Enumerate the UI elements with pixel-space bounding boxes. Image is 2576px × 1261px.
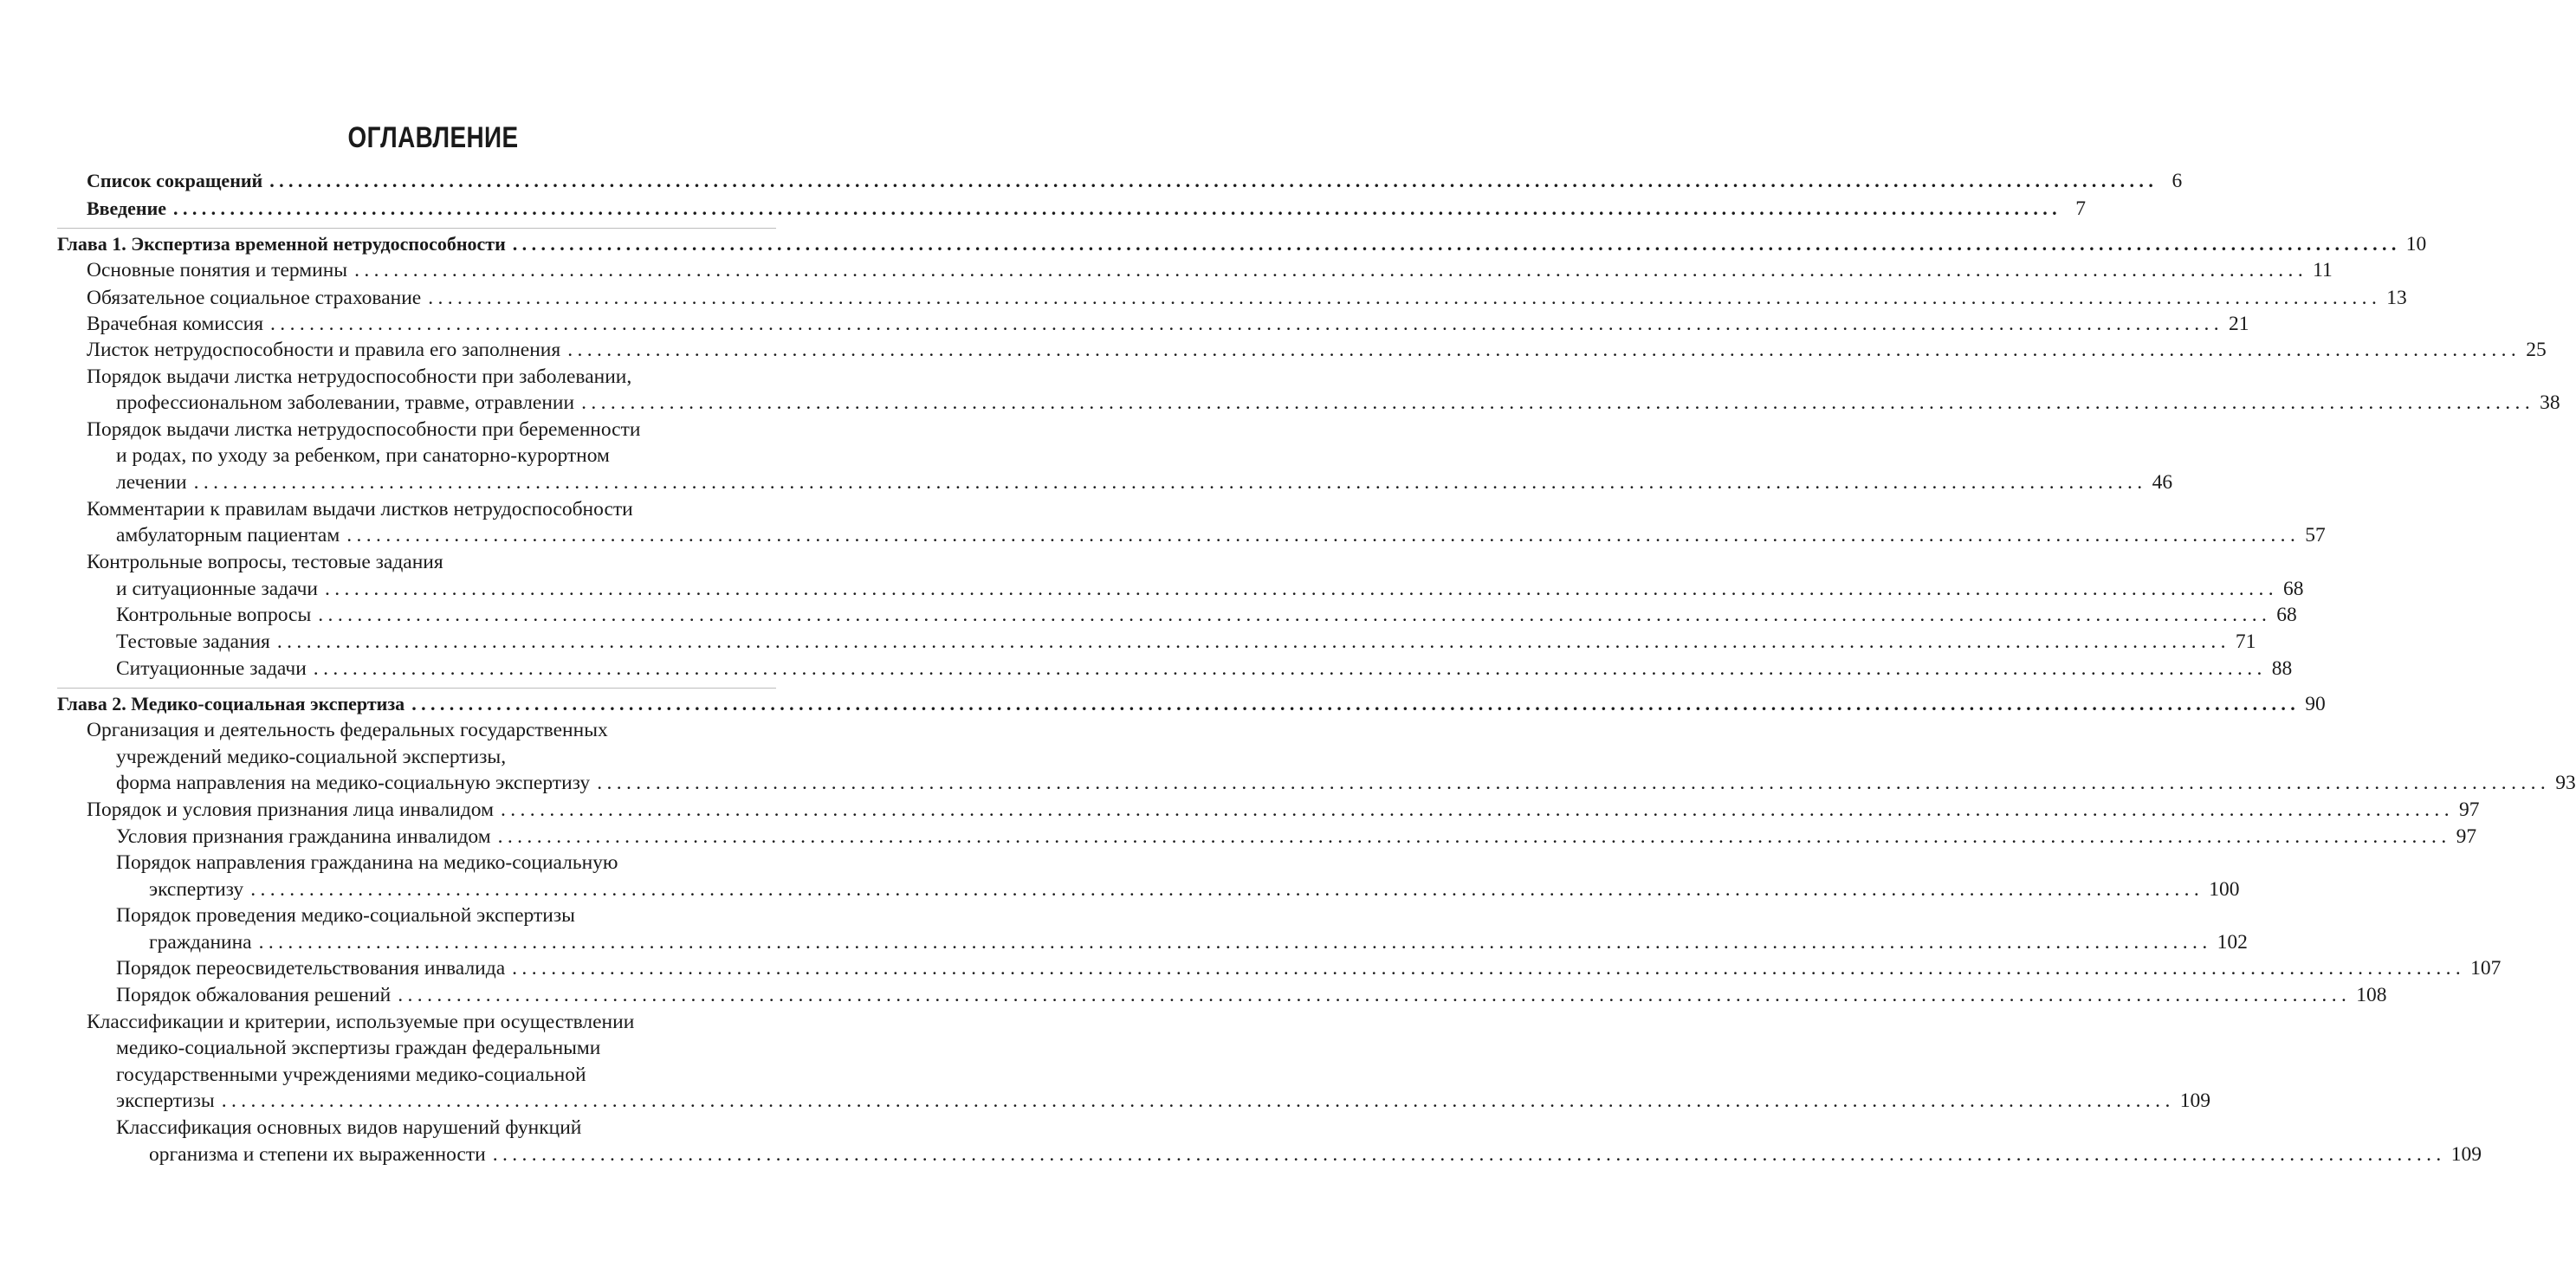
toc-entry-page: 68 bbox=[2276, 604, 2297, 626]
toc-entry-title: Контрольные вопросы bbox=[116, 604, 312, 626]
toc-entry[interactable] bbox=[87, 195, 2087, 223]
toc-entry-title: Обязательное социальное страхование bbox=[87, 287, 422, 309]
toc-entry-page: 102 bbox=[2217, 931, 2248, 954]
toc-entry-title: Листок нетрудоспособности и правила его заполнения bbox=[87, 339, 561, 361]
toc-entry-title: Глава 1. Экспертиза временной нетрудоспособности bbox=[57, 233, 506, 255]
toc-entry-title: Основные понятия и термины bbox=[87, 259, 348, 281]
toc-entry-title: Врачебная комиссия bbox=[87, 313, 264, 335]
toc-entry-page: 107 bbox=[2470, 957, 2502, 980]
toc-entry-line[interactable] bbox=[116, 849, 775, 876]
toc-entry-title: организма и степени их выраженности bbox=[149, 1143, 486, 1166]
toc-entry-title: Порядок выдачи листка нетрудоспособности при беременности bbox=[87, 418, 641, 441]
toc-entry-page: 11 bbox=[2313, 259, 2333, 281]
toc-entry-page: 7 bbox=[2075, 197, 2087, 220]
toc-entry-line[interactable] bbox=[116, 902, 775, 929]
toc-entry-title: Порядок обжалования решений bbox=[116, 984, 392, 1006]
leader-dots: ........................................................................................................................................................................................................ bbox=[411, 693, 2301, 715]
toc-entry-page: 68 bbox=[2283, 578, 2304, 600]
toc-entry-chapter[interactable] bbox=[57, 690, 2326, 718]
toc-entry-page: 46 bbox=[2152, 471, 2173, 494]
toc-entry-line[interactable] bbox=[116, 1114, 775, 1141]
toc-entry-title: Список сокращений bbox=[87, 170, 263, 191]
leader-dots: ........................................................................................................................................................................................................ bbox=[270, 313, 2224, 335]
toc-entry-page: 108 bbox=[2356, 984, 2387, 1006]
toc-entry-title: Введение bbox=[87, 197, 167, 219]
toc-entry-page: 97 bbox=[2458, 799, 2480, 821]
toc-entry-page: 6 bbox=[2171, 170, 2183, 192]
toc-entry-page: 13 bbox=[2386, 287, 2407, 309]
leader-dots: ........................................................................................................................................................................................................ bbox=[258, 931, 2212, 954]
toc-entry-page: 90 bbox=[2305, 693, 2326, 715]
toc-entry-title: Порядок и условия признания лица инвалидом bbox=[87, 799, 494, 821]
toc-entry[interactable] bbox=[116, 655, 2293, 682]
toc-entry-title: Порядок направления гражданина на медико-социальную bbox=[116, 851, 618, 874]
leader-dots: ........................................................................................................................................................................................................ bbox=[354, 259, 2308, 281]
toc-entry[interactable] bbox=[87, 336, 2547, 364]
leader-dots: ........................................................................................................................................................................................................ bbox=[193, 471, 2147, 494]
toc-entry-line[interactable] bbox=[116, 442, 775, 469]
toc-entry-title: Порядок проведения медико-социальной экспертизы bbox=[116, 904, 575, 927]
toc-entry-title: профессиональном заболевании, травме, отравлении bbox=[116, 391, 575, 414]
toc-entry-title: и ситуационные задачи bbox=[116, 578, 318, 600]
toc-entry[interactable] bbox=[149, 928, 2248, 956]
toc-entry-line[interactable] bbox=[116, 1034, 775, 1062]
leader-dots: ........................................................................................................................................................................................................ bbox=[346, 524, 2301, 546]
toc-entry[interactable] bbox=[116, 389, 2560, 417]
toc-entry-line[interactable] bbox=[116, 1061, 775, 1089]
leader-dots: ........................................................................................................................................................................................................ bbox=[313, 657, 2267, 680]
toc-entry-page: 25 bbox=[2526, 339, 2547, 361]
leader-dots: ........................................................................................................................................................................................................ bbox=[398, 984, 2352, 1006]
leader-dots: ........................................................................................................................................................................................................ bbox=[325, 578, 2278, 600]
toc-entry[interactable] bbox=[149, 1141, 2482, 1168]
leader-dots: ........................................................................................................................................................................................................ bbox=[512, 957, 2466, 980]
toc-entry[interactable] bbox=[87, 167, 2183, 195]
leader-dots: ........................................................................................................................................................................................................ bbox=[173, 197, 2062, 219]
leader-dots: ........................................................................................................................................................................................................ bbox=[428, 287, 2382, 309]
toc-entry[interactable] bbox=[116, 521, 2326, 549]
toc-entry[interactable] bbox=[116, 469, 2173, 496]
toc-entry-title: гражданина bbox=[149, 931, 252, 954]
toc-entry-title: Глава 2. Медико-социальная экспертиза bbox=[57, 693, 405, 715]
toc-entry-title: Порядок выдачи листка нетрудоспособности при заболевании, bbox=[87, 365, 632, 388]
toc-entry-page: 93 bbox=[2555, 772, 2576, 794]
toc-entry-page: 21 bbox=[2229, 313, 2249, 335]
toc-entry-line[interactable] bbox=[87, 716, 775, 744]
toc-entry[interactable] bbox=[116, 981, 2387, 1009]
toc-entry-title: и родах, по уходу за ребенком, при санаторно-курортном bbox=[116, 444, 610, 467]
toc-entry[interactable] bbox=[87, 256, 2333, 284]
leader-dots: ........................................................................................................................................................................................................ bbox=[581, 391, 2535, 414]
toc-entry-title: Классификации и критерии, используемые при осуществлении bbox=[87, 1011, 635, 1033]
toc-entry-page: 71 bbox=[2235, 630, 2256, 653]
toc-entry-line[interactable] bbox=[87, 363, 775, 391]
page-title: ОГЛАВЛЕНИЕ bbox=[347, 121, 519, 154]
toc-entry-title: Ситуационные задачи bbox=[116, 657, 307, 680]
toc-entry-line[interactable] bbox=[87, 416, 775, 443]
toc-entry-page: 97 bbox=[2456, 825, 2477, 848]
toc-entry-title: медико-социальной экспертизы граждан федеральными bbox=[116, 1037, 601, 1059]
leader-dots: ........................................................................................................................................................................................................ bbox=[497, 825, 2451, 848]
leader-dots: ........................................................................................................................................................................................................ bbox=[269, 170, 2159, 191]
toc-entry-line[interactable] bbox=[87, 548, 775, 576]
leader-dots: ........................................................................................................................................................................................................ bbox=[567, 339, 2521, 361]
toc-entry[interactable] bbox=[116, 575, 2304, 603]
toc-entry[interactable] bbox=[116, 628, 2256, 656]
toc-entry-page: 109 bbox=[2179, 1090, 2210, 1112]
toc-entry-title: Порядок переосвидетельствования инвалида bbox=[116, 957, 506, 980]
toc-entry-line[interactable] bbox=[116, 743, 775, 771]
toc-entry-title: лечении bbox=[116, 471, 187, 494]
section-divider bbox=[57, 688, 776, 689]
toc-entry-title: экспертизу bbox=[149, 878, 244, 901]
toc-entry-line[interactable] bbox=[87, 1008, 775, 1036]
leader-dots: ........................................................................................................................................................................................................ bbox=[318, 604, 2272, 626]
leader-dots: ........................................................................................................................................................................................................ bbox=[492, 1143, 2446, 1166]
toc-entry-title: Контрольные вопросы, тестовые задания bbox=[87, 551, 443, 573]
toc-entry-title: Организация и деятельность федеральных государственных bbox=[87, 719, 608, 741]
toc-entry-page: 10 bbox=[2405, 233, 2427, 255]
toc-entry-title: экспертизы bbox=[116, 1090, 215, 1112]
leader-dots: ........................................................................................................................................................................................................ bbox=[512, 233, 2401, 255]
toc-entry[interactable] bbox=[116, 601, 2297, 629]
toc-entry-page: 38 bbox=[2540, 391, 2560, 414]
toc-entry-title: Комментарии к правилам выдачи листков нетрудоспособности bbox=[87, 498, 633, 521]
toc-entry[interactable] bbox=[116, 1087, 2210, 1115]
leader-dots: ........................................................................................................................................................................................................ bbox=[221, 1090, 2175, 1112]
toc-entry[interactable] bbox=[149, 876, 2240, 903]
toc-entry-title: учреждений медико-социальной экспертизы, bbox=[116, 746, 507, 768]
toc-entry[interactable] bbox=[87, 310, 2249, 338]
toc-entry-page: 57 bbox=[2305, 524, 2326, 546]
leader-dots: ........................................................................................................................................................................................................ bbox=[250, 878, 2204, 901]
toc-entry[interactable] bbox=[116, 823, 2477, 850]
toc-entry[interactable] bbox=[87, 796, 2480, 824]
toc-entry-title: Тестовые задания bbox=[116, 630, 270, 653]
toc-entry-title: амбулаторным пациентам bbox=[116, 524, 340, 546]
section-divider bbox=[57, 228, 776, 229]
toc-entry-title: Условия признания гражданина инвалидом bbox=[116, 825, 491, 848]
toc-entry-title: государственными учреждениями медико-социальной bbox=[116, 1064, 586, 1086]
toc-entry-chapter[interactable] bbox=[57, 230, 2427, 258]
toc-entry-title: Классификация основных видов нарушений функций bbox=[116, 1116, 582, 1139]
toc-entry[interactable] bbox=[116, 769, 2576, 797]
leader-dots: ........................................................................................................................................................................................................ bbox=[276, 630, 2230, 653]
toc-entry-page: 88 bbox=[2271, 657, 2293, 680]
toc-entry[interactable] bbox=[116, 954, 2502, 982]
toc-entry-page: 100 bbox=[2209, 878, 2240, 901]
toc-entry-line[interactable] bbox=[87, 495, 775, 523]
leader-dots: ........................................................................................................................................................................................................ bbox=[500, 799, 2454, 821]
toc-entry-page: 109 bbox=[2450, 1143, 2482, 1166]
leader-dots: ........................................................................................................................................................................................................ bbox=[597, 772, 2551, 794]
toc-entry[interactable] bbox=[87, 284, 2407, 312]
toc-entry-title: форма направления на медико-социальную экспертизу bbox=[116, 772, 591, 794]
